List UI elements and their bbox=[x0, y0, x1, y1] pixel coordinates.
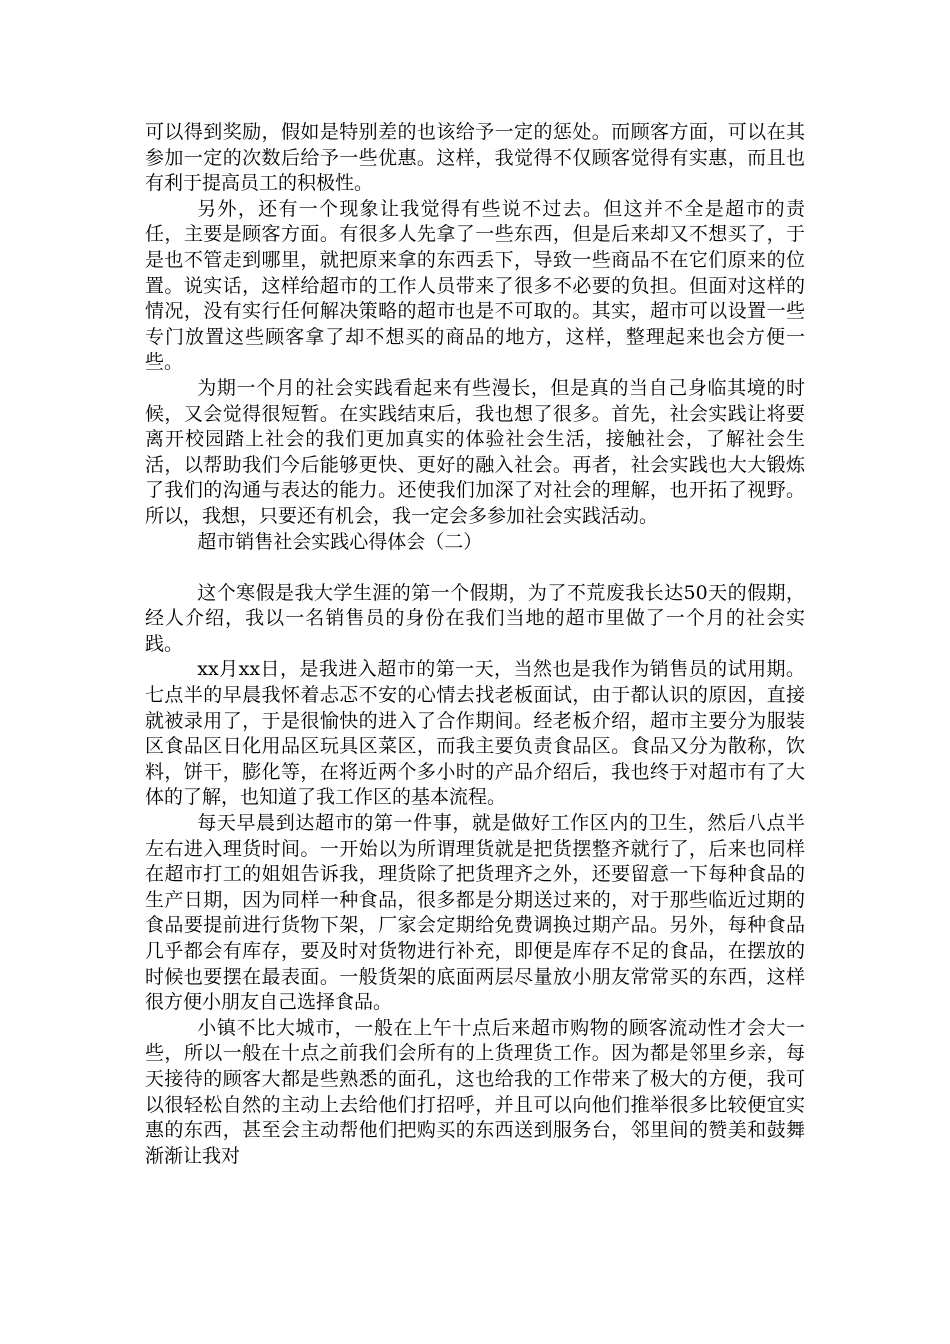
section-heading: 超市销售社会实践心得体会（二） bbox=[197, 530, 483, 553]
document-page bbox=[145, 120, 805, 1169]
body-paragraph-5: xx月xx日，是我进入超市的第一天，当然也是我作为销售员的试用期。七点半的早晨我怀着忐忑不安的心情去找老板面试，由于都认识的原因，直接就被录用了，于是很愉快的进入了合作期间。经老板介绍，超市主要分为服装区食品区日化用品区玩具区菜区，而我主要负责食品区。食品又分为散称，饮料，饼干，膨化等，在将近两个多小时的产品介绍后，我也终于对超市有了大体的了解，也知道了我工作区的基本流程。 bbox=[145, 658, 805, 809]
body-paragraph-3: 为期一个月的社会实践看起来有些漫长，但是真的当自己身临其境的时候，又会觉得很短暂。在实践结束后，我也想了很多。首先，社会实践让将要离开校园踏上社会的我们更加真实的体验社会生活，接触社会，了解社会生活，以帮助我们今后能够更快、更好的融入社会。再者，社会实践也大大锻炼了我们的沟通与表达的能力。还使我们加深了对社会的理解，也开拓了视野。所以，我想，只要还有机会，我一定会多参加社会实践活动。 bbox=[145, 376, 805, 527]
blank-line bbox=[145, 555, 805, 581]
body-paragraph-2: 另外，还有一个现象让我觉得有些说不过去。但这并不全是超市的责任，主要是顾客方面。有很多人先拿了一些东西，但是后来却又不想买了，于是也不管走到哪里，就把原来拿的东西丢下，导致一些商品不在它们原来的位置。说实话，这样给超市的工作人员带来了很多不必要的负担。但面对这样的情况，没有实行任何解决策略的超市也是不可取的。其实，超市可以设置一些专门放置这些顾客拿了却不想买的商品的地方，这样，整理起来也会方便一些。 bbox=[145, 197, 805, 374]
body-paragraph-6: 每天早晨到达超市的第一件事，就是做好工作区内的卫生，然后八点半左右进入理货时间。一开始以为所谓理货就是把货摆整齐就行了，后来也同样在超市打工的姐姐告诉我，理货除了把货理齐之外，还要留意一下每种食品的生产日期，因为同样一种食品，很多都是分期送过来的，对于那些临近过期的食品要提前进行货物下架，厂家会定期给免费调换过期产品。另外，每种食品几乎都会有库存，要及时对货物进行补充，即便是库存不足的食品，在摆放的时候也要摆在最表面。一般货架的底面两层尽量放小朋友常常买的东西，这样很方便小朋友自己选择食品。 bbox=[145, 812, 805, 1014]
body-paragraph-7: 小镇不比大城市，一般在上午十点后来超市购物的顾客流动性才会大一些，所以一般在十点之前我们会所有的上货理货工作。因为都是邻里乡亲，每天接待的顾客大都是些熟悉的面孔，这也给我的工作带来了极大的方便，我可以很轻松自然的主动上去给他们打招呼，并且可以向他们推举很多比较便宜实惠的东西，甚至会主动帮他们把购买的东西送到服务台，邻里间的赞美和鼓舞渐渐让我对 bbox=[145, 1016, 805, 1167]
body-paragraph-1: 可以得到奖励，假如是特别差的也该给予一定的惩处。而顾客方面，可以在其参加一定的次数后给予一些优惠。这样，我觉得不仅顾客觉得有实惠，而且也有利于提高员工的积极性。 bbox=[145, 121, 805, 195]
body-paragraph-4: 这个寒假是我大学生涯的第一个假期，为了不荒废我长达50天的假期，经人介绍，我以一名销售员的身份在我们当地的超市里做了一个月的社会实践。 bbox=[145, 581, 805, 655]
